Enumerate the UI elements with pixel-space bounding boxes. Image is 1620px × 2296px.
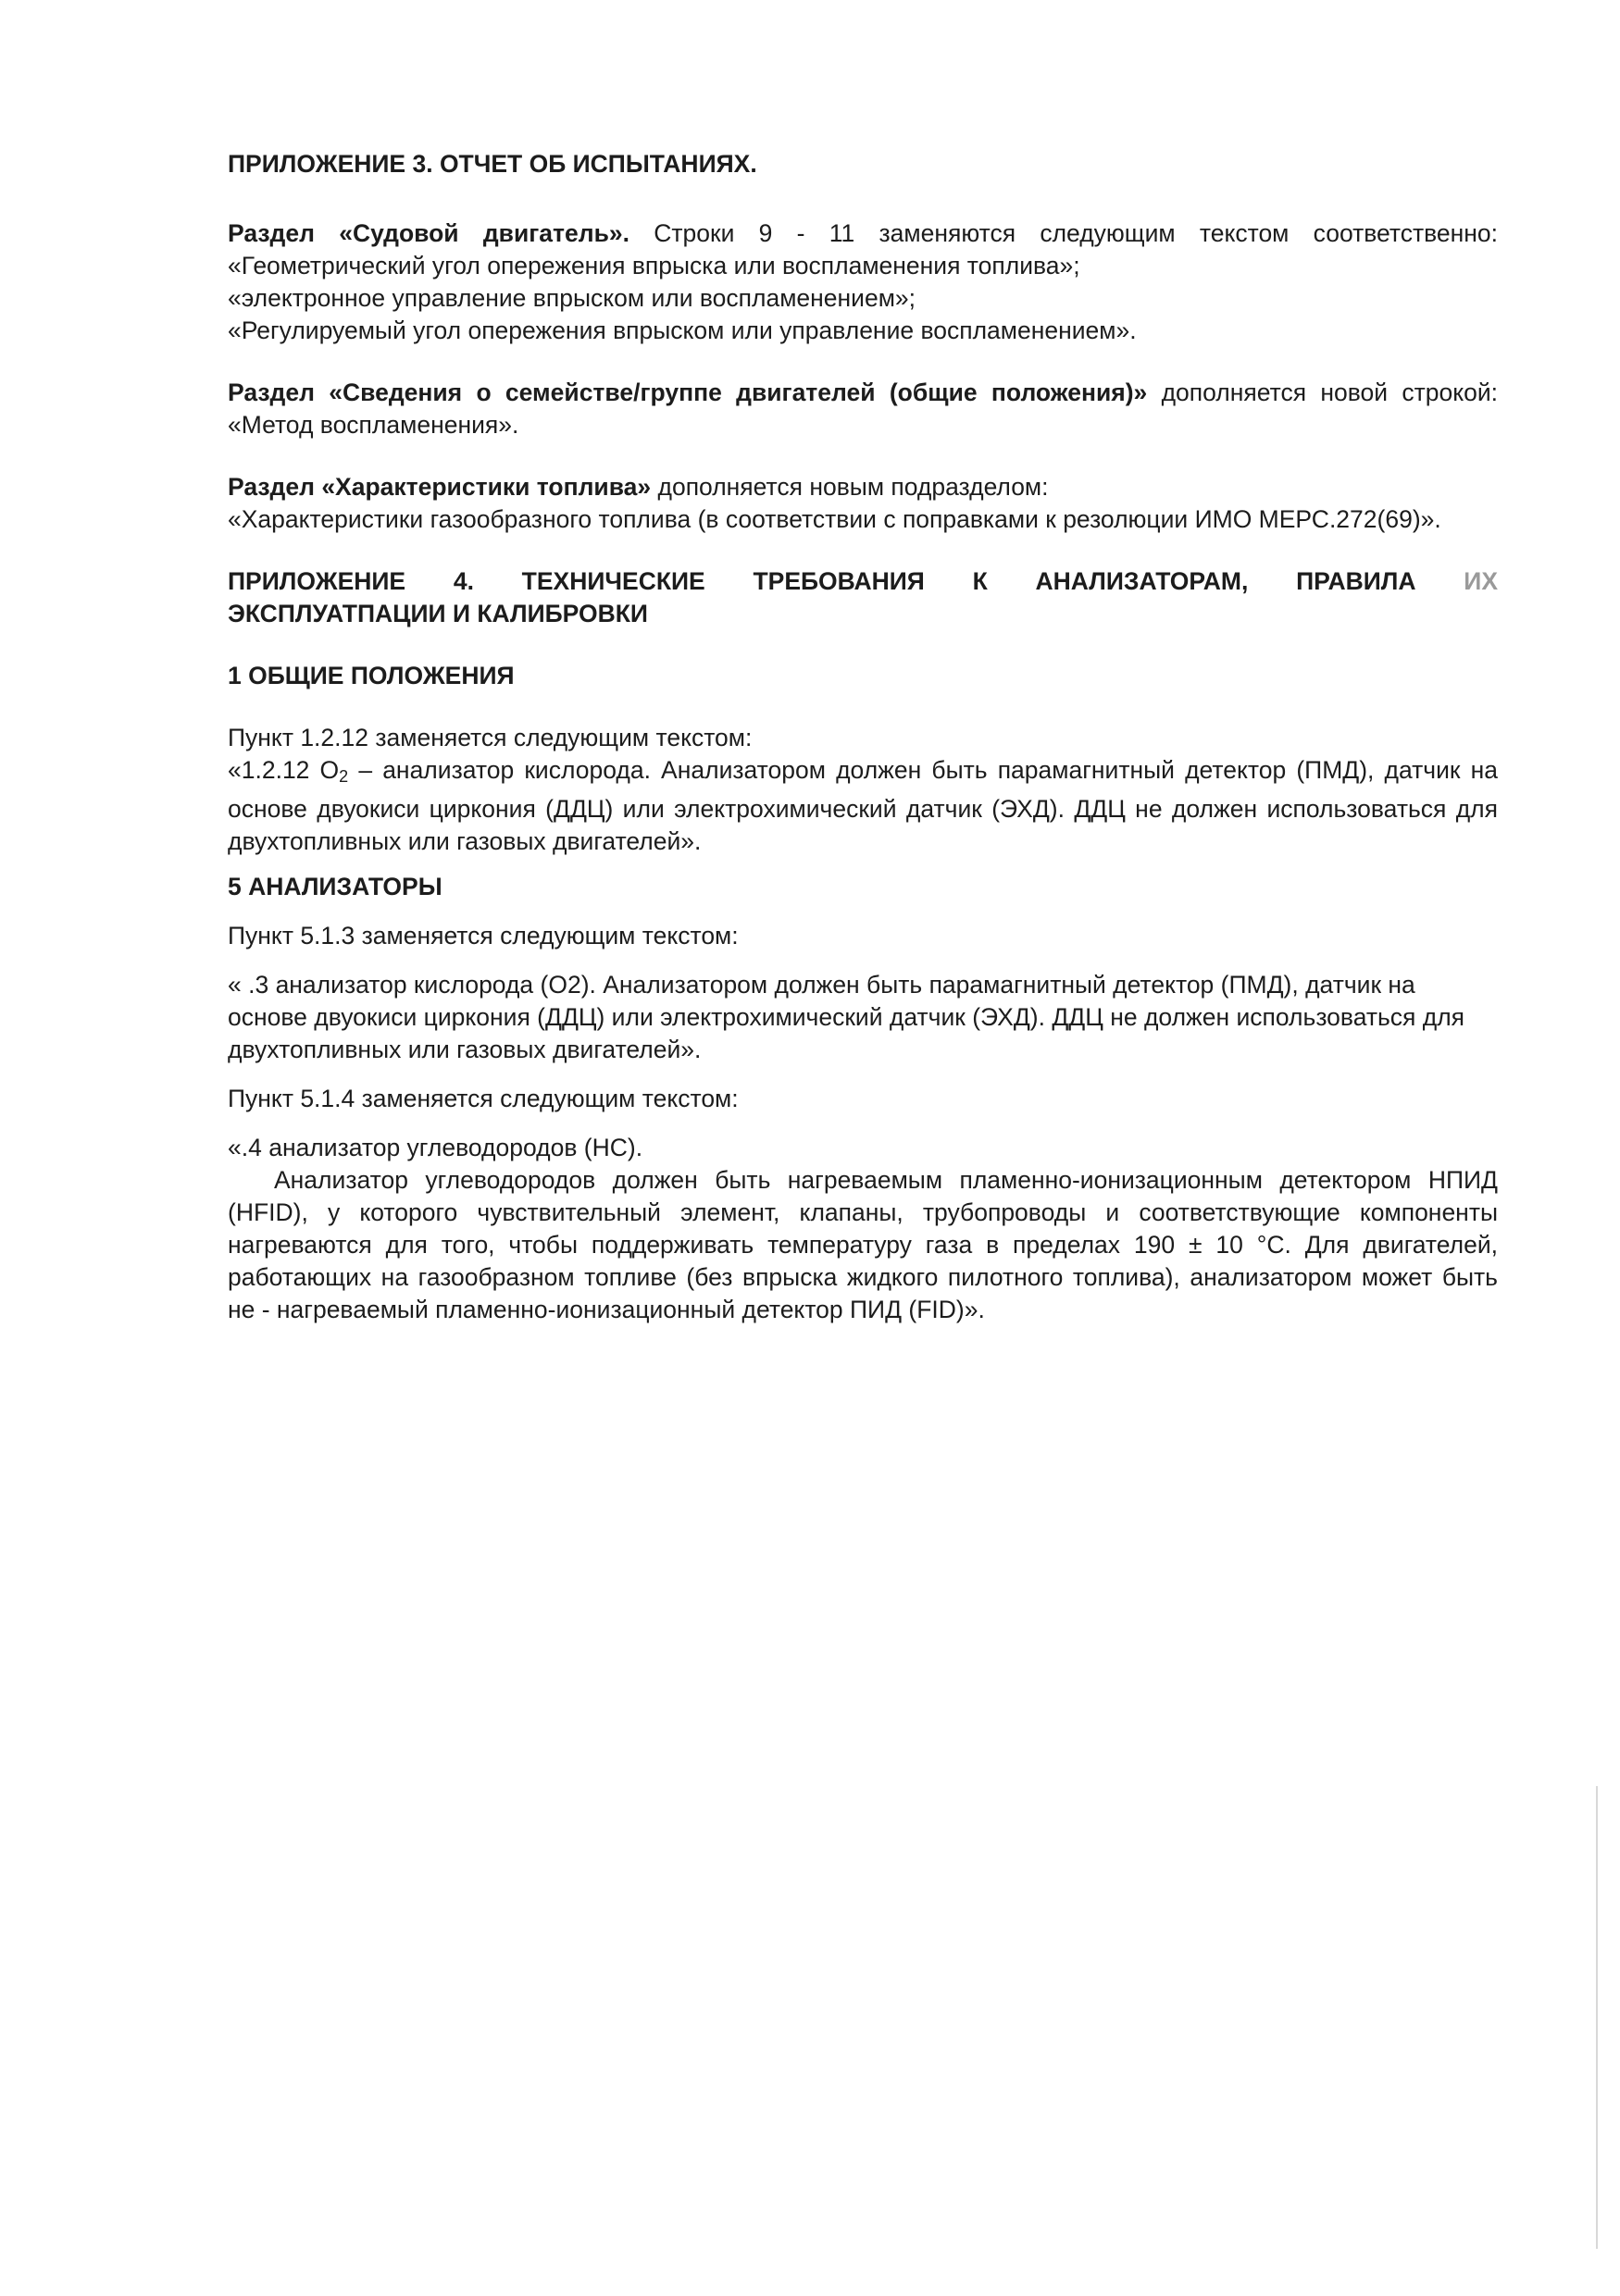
engine-section-intro xyxy=(228,217,1498,250)
document-body xyxy=(228,148,1498,1326)
p1212-paragraph xyxy=(228,754,1498,858)
p1212-text: – анализатор кислорода. Анализатором должен быть парамагнитный детектор (ПМД), датчик на основе двуокиси циркония (ДДЦ) или электрохимический датчик (ЭХД). ДДЦ не должен использоваться для двухтопливных или газовых двигателей». xyxy=(228,756,1498,855)
appendix4-title-faded: ИХ xyxy=(1464,567,1498,595)
engine-section-label: Раздел «Судовой двигатель». xyxy=(228,219,629,247)
p1212-subscript: 2 xyxy=(339,767,349,786)
p1212-prefix: «1.2.12 O xyxy=(228,756,340,784)
engine-line-3: «Регулируемый угол опережения впрыском или управление воспламенением». xyxy=(228,316,1137,344)
fuel-section-text: дополняется новым подразделом: xyxy=(651,473,1049,501)
family-section-label: Раздел «Сведения о семействе/группе двигателей (общие положения)» xyxy=(228,379,1148,406)
appendix4-title-line1 xyxy=(228,565,1498,598)
fuel-section-label: Раздел «Характеристики топлива» xyxy=(228,473,652,501)
p514-intro: Пункт 5.1.4 заменяется следующим текстом: xyxy=(228,1085,739,1112)
p514-paragraph: Анализатор углеводородов должен быть нагреваемым пламенно-ионизационным детектором НПИД (HFID), у которого чувствительный элемент, клапаны, трубопроводы и соответствующие компоненты нагреваются для того, чтобы поддерживать температуру газа в пределах 190 ± 10 °С. Для двигателей, работающих на газообразном топливе (без впрыска жидкого пилотного топлива), анализатором может быть не - нагреваемый пламенно-ионизационный детектор ПИД (FID)». xyxy=(228,1166,1498,1323)
family-section-text: дополняется новой строкой: «Метод воспламенения». xyxy=(228,379,1499,439)
engine-line-2: «электронное управление впрыском или воспламенением»; xyxy=(228,284,916,312)
p513-paragraph: « .3 анализатор кислорода (O2). Анализатором должен быть парамагнитный детектор (ПМД), датчик на основе двуокиси циркония (ДДЦ) или электрохимический датчик (ЭХД). ДДЦ не должен использоваться для двухтопливных или газовых двигателей». xyxy=(228,971,1465,1063)
p1212-intro: Пункт 1.2.12 заменяется следующим текстом: xyxy=(228,724,753,751)
engine-section-text: Строки 9 - 11 заменяются следующим текстом соответственно: xyxy=(629,219,1498,247)
section1-heading: 1 ОБЩИЕ ПОЛОЖЕНИЯ xyxy=(228,662,515,689)
fuel-section-intro xyxy=(228,471,1498,503)
appendix4-title-text: ПРИЛОЖЕНИЕ 4. ТЕХНИЧЕСКИЕ ТРЕБОВАНИЯ К АНАЛИЗАТОРАМ, ПРАВИЛА xyxy=(228,567,1464,595)
section5-heading: 5 АНАЛИЗАТОРЫ xyxy=(228,873,442,900)
appendix3-title: ПРИЛОЖЕНИЕ 3. ОТЧЕТ ОБ ИСПЫТАНИЯХ. xyxy=(228,150,757,178)
engine-line-1: «Геометрический угол опережения впрыска или воспламенения топлива»; xyxy=(228,252,1080,279)
p514-line1: «.4 анализатор углеводородов (HC). xyxy=(228,1134,643,1161)
appendix4-title-line2: ЭКСПЛУАТПАЦИИ И КАЛИБРОВКИ xyxy=(228,600,648,627)
scan-edge-mark xyxy=(1596,1786,1598,2249)
family-section-paragraph xyxy=(228,377,1498,441)
p513-intro: Пункт 5.1.3 заменяется следующим текстом: xyxy=(228,922,739,949)
fuel-section-quote: «Характеристики газообразного топлива (в соответствии с поправками к резолюции ИМО МЕРС.272(69)». xyxy=(228,505,1441,533)
